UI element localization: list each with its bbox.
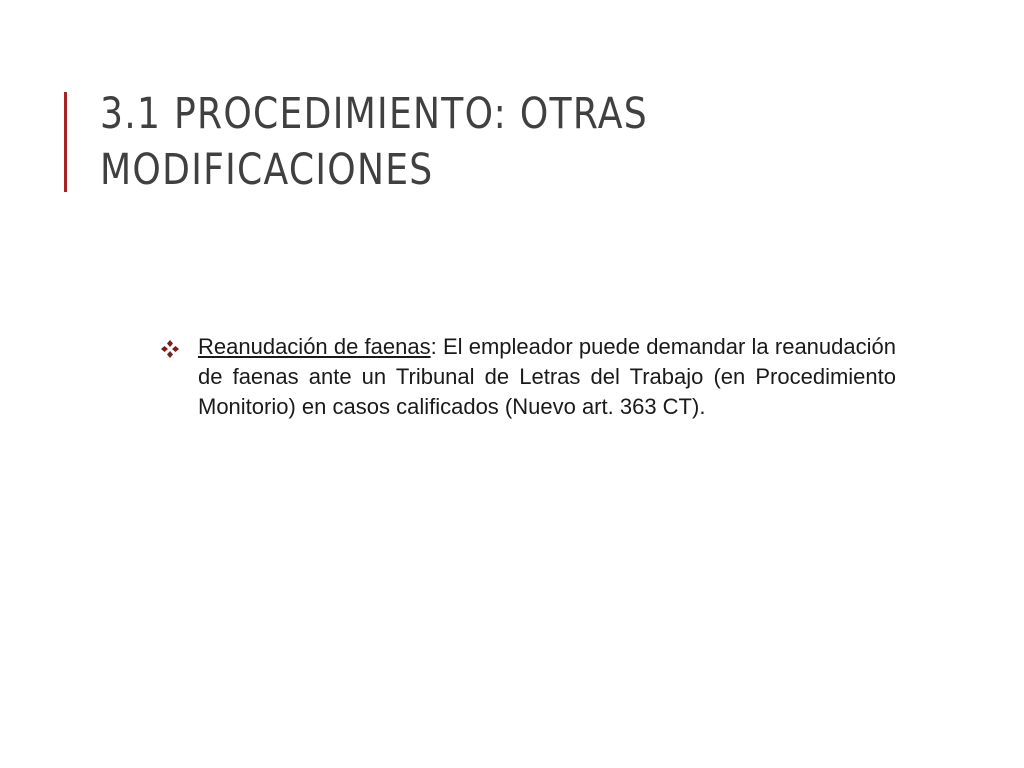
bullet-item: [160, 332, 896, 422]
bullet-separator: :: [430, 334, 437, 359]
title-accent-bar: [64, 92, 67, 192]
slide-content: [160, 332, 896, 422]
bullet-term: Reanudación de faenas: [198, 334, 431, 359]
slide-title: 3.1 PROCEDIMIENTO: OTRAS MODIFICACIONES: [100, 89, 648, 195]
bullet-paragraph: [198, 332, 896, 422]
diamond-cluster-icon: [160, 337, 180, 357]
bullet-body: El empleador puede demandar la reanudación de faenas ante un Tribunal de Letras del Trabajo (en Procedimiento Monitorio) en casos calificados (Nuevo art. 363 CT).: [198, 334, 896, 419]
